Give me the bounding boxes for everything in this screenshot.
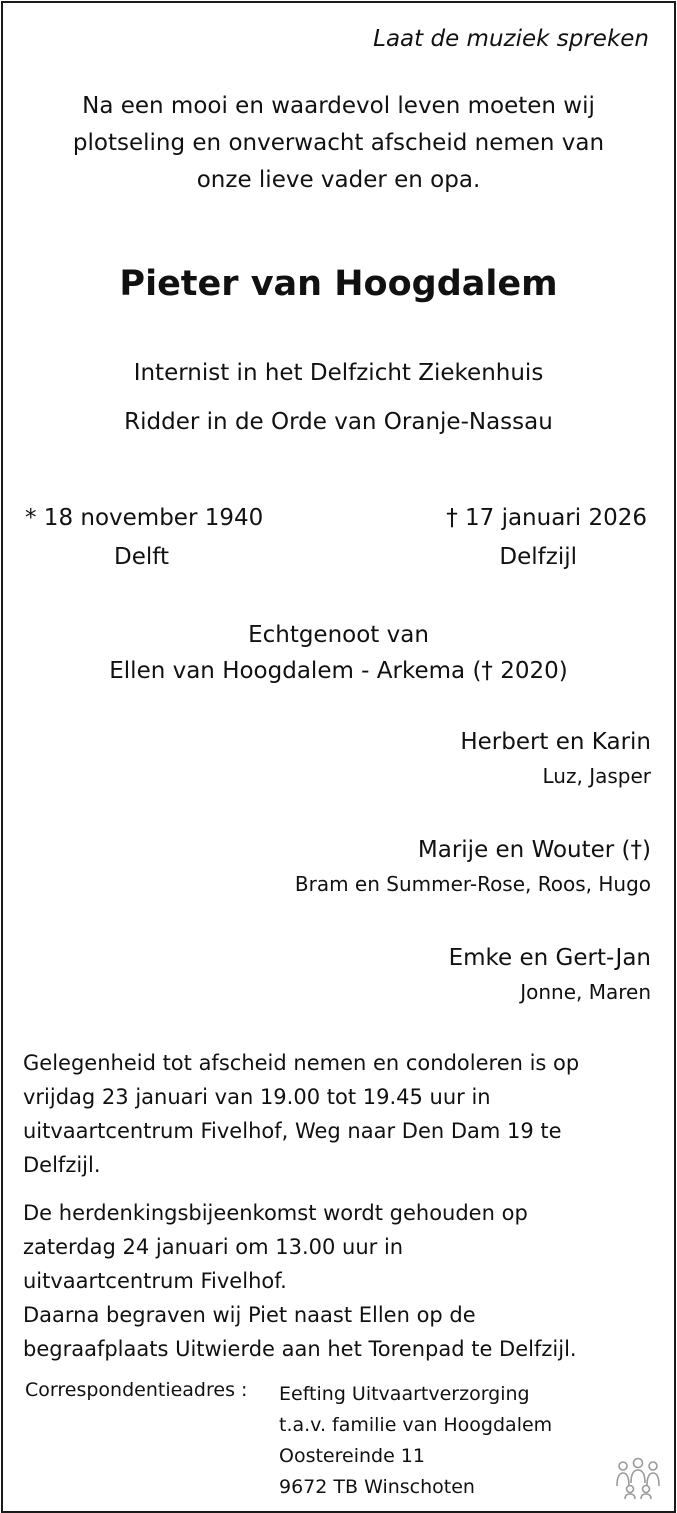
condolence-paragraph bbox=[23, 1046, 579, 1182]
death-place: Delfzijl bbox=[499, 544, 577, 570]
address-line: t.a.v. familie van Hoogdalem bbox=[279, 1414, 553, 1436]
family-children: Bram en Summer-Rose, Roos, Hugo bbox=[294, 872, 651, 896]
paragraph-line: Gelegenheid tot afscheid nemen en condoleren is op bbox=[23, 1051, 580, 1075]
paragraph-line: De herdenkingsbijeenkomst wordt gehouden op bbox=[23, 1201, 528, 1225]
paragraph-line: Delfzijl. bbox=[23, 1153, 101, 1177]
paragraph-line: Daarna begraven wij Piet naast Ellen op de bbox=[23, 1303, 476, 1327]
intro-line: plotseling en onverwacht afscheid nemen van bbox=[72, 130, 605, 156]
paragraph-line: uitvaartcentrum Fivelhof. bbox=[23, 1269, 287, 1293]
birth-date: * 18 november 1940 bbox=[25, 505, 264, 531]
paragraph-line: uitvaartcentrum Fivelhof, Weg naar Den Dam 19 te bbox=[23, 1119, 562, 1143]
address-line: Oostereinde 11 bbox=[279, 1445, 425, 1467]
address-line: Eefting Uitvaartverzorging bbox=[279, 1383, 530, 1405]
spouse-line: Ellen van Hoogdalem - Arkema († 2020) bbox=[109, 658, 568, 684]
correspondence-address bbox=[279, 1379, 552, 1503]
deceased-name: Pieter van Hoogdalem bbox=[119, 264, 558, 304]
death-date: † 17 januari 2026 bbox=[446, 505, 647, 531]
honour-line: Ridder in de Orde van Oranje-Nassau bbox=[124, 409, 553, 435]
spouse-text bbox=[0, 617, 677, 689]
family-group bbox=[449, 943, 651, 1006]
birth-place: Delft bbox=[114, 544, 169, 570]
correspondence-label: Correspondentieadres : bbox=[25, 1379, 248, 1401]
family-circles-logo-icon bbox=[614, 1456, 662, 1500]
intro-line: onze lieve vader en opa. bbox=[196, 167, 481, 193]
family-children: Luz, Jasper bbox=[542, 764, 651, 788]
family-parents: Marije en Wouter (†) bbox=[417, 837, 651, 863]
family-group bbox=[295, 835, 651, 898]
motto: Laat de muziek spreken bbox=[373, 26, 649, 52]
memorial-paragraph bbox=[23, 1196, 577, 1366]
family-group bbox=[460, 727, 651, 790]
paragraph-line: vrijdag 23 januari van 19.00 tot 19.45 uur in bbox=[23, 1085, 491, 1109]
family-parents: Herbert en Karin bbox=[460, 729, 651, 755]
paragraph-line: begraafplaats Uitwierde aan het Torenpad te Delfzijl. bbox=[23, 1337, 577, 1361]
intro-line: Na een mooi en waardevol leven moeten wij bbox=[82, 93, 595, 119]
family-children: Jonne, Maren bbox=[520, 980, 651, 1004]
paragraph-line: zaterdag 24 januari om 13.00 uur in bbox=[23, 1235, 404, 1259]
family-parents: Emke en Gert-Jan bbox=[448, 945, 651, 971]
spouse-line: Echtgenoot van bbox=[248, 622, 429, 648]
address-line: 9672 TB Winschoten bbox=[279, 1476, 475, 1498]
profession-line: Internist in het Delfzicht Ziekenhuis bbox=[133, 360, 544, 386]
intro-text bbox=[0, 88, 677, 199]
